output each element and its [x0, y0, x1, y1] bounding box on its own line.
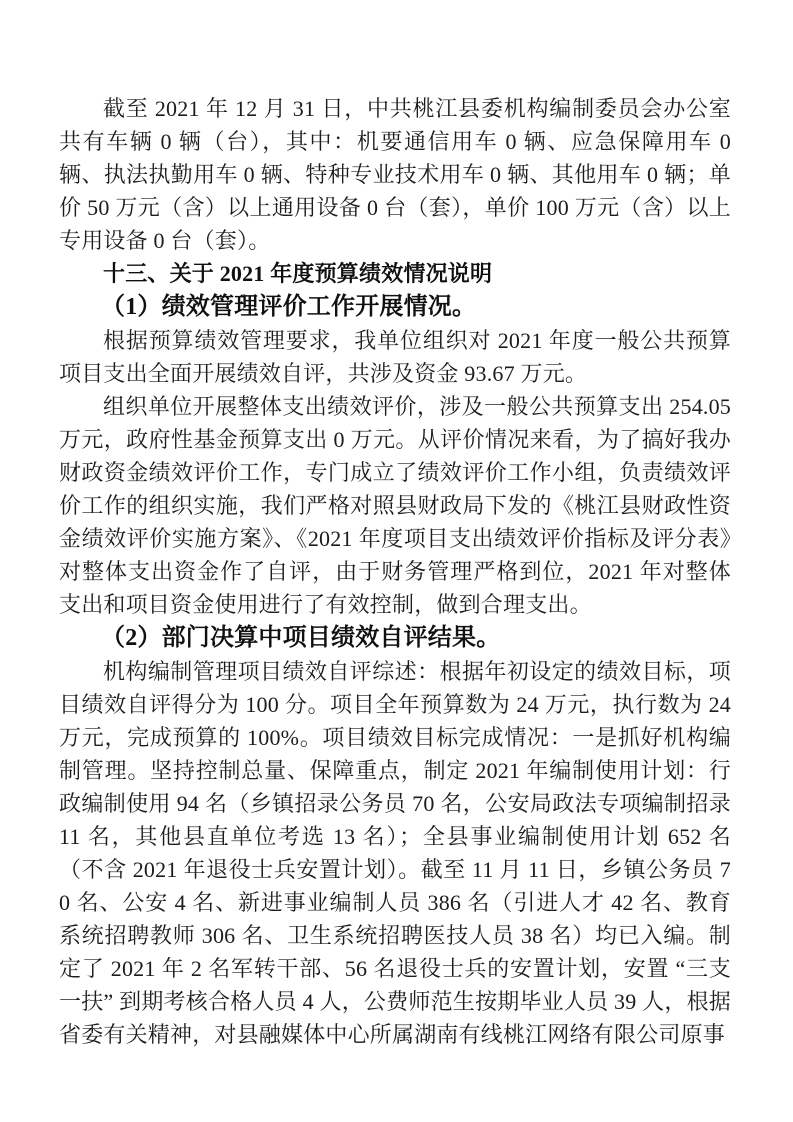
- paragraph-overall-expenditure-evaluation: 组织单位开展整体支出绩效评价，涉及一般公共预算支出 254.05 万元，政府性基金预算支出 0 万元。从评价情况来看，为了搞好我办财政资金绩效评价工作，专门成立了绩效评价工作小组，负责绩效评价工作的组织实施，我们严格对照县财政局下发的《桃江县财政性资金绩效评价实施方案》、《2021 年度项目支出绩效评价指标及评分表》对整体支出资金作了自评，由于财务管理严格到位，2021 年对整体支出和项目资金使用进行了有效控制，做到合理支出。: [59, 394, 731, 617]
- subheading-2-project-self-evaluation-result: （2）部门决算中项目绩效自评结果。: [101, 625, 501, 651]
- paragraph-vehicle-assets: 截至 2021 年 12 月 31 日，中共桃江县委机构编制委员会办公室共有车辆 0 辆（台），其中：机要通信用车 0 辆、应急保障用车 0 辆、执法执勤用车 0 辆、特种专业技术用车 0 辆、其他用车 0 辆；单价 50 万元（含）以上通用设备 0 台（套），单价 100 万元（含）以上专用设备 0 台（套）。: [59, 96, 731, 253]
- paragraph-self-evaluation: 根据预算绩效管理要求，我单位组织对 2021 年度一般公共预算项目支出全面开展绩效自评，共涉及资金 93.67 万元。: [59, 328, 731, 386]
- subheading-1-performance-management: （1）绩效管理评价工作开展情况。: [101, 294, 477, 320]
- section-heading-13-budget-performance: 十三、关于 2021 年度预算绩效情况说明: [103, 261, 493, 286]
- paragraph-project-performance-result: 机构编制管理项目绩效自评综述：根据年初设定的绩效目标，项目绩效自评得分为 100 分。项目全年预算数为 24 万元，执行数为 24 万元，完成预算的 100%。项目绩效目标完成情况：一是抓好机构编制管理。坚持控制总量、保障重点，制定 2021 年编制使用计划：行政编制使用 94 名（乡镇招录公务员 70 名，公安局政法专项编制招录 11 名，其他县直单位考选 13 名）；全县事业编制使用计划 652 名（不含 2021 年退役士兵安置计划）。截至 11 月 11 日，乡镇公务员 70 名、公安 4 名、新进事业编制人员 386 名（引进人才 42 名、教育系统招聘教师 306 名、卫生系统招聘医技人员 38 名）均已入编。制定了 2021 年 2 名军转干部、56 名退役士兵的安置计划，安置 “三支一扶” 到期考核合格人员 4 人，公费师范生按期毕业人员 39 人，根据省委有关精神，对县融媒体中心所属湖南有线桃江网络有限公司原事: [59, 659, 731, 1047]
